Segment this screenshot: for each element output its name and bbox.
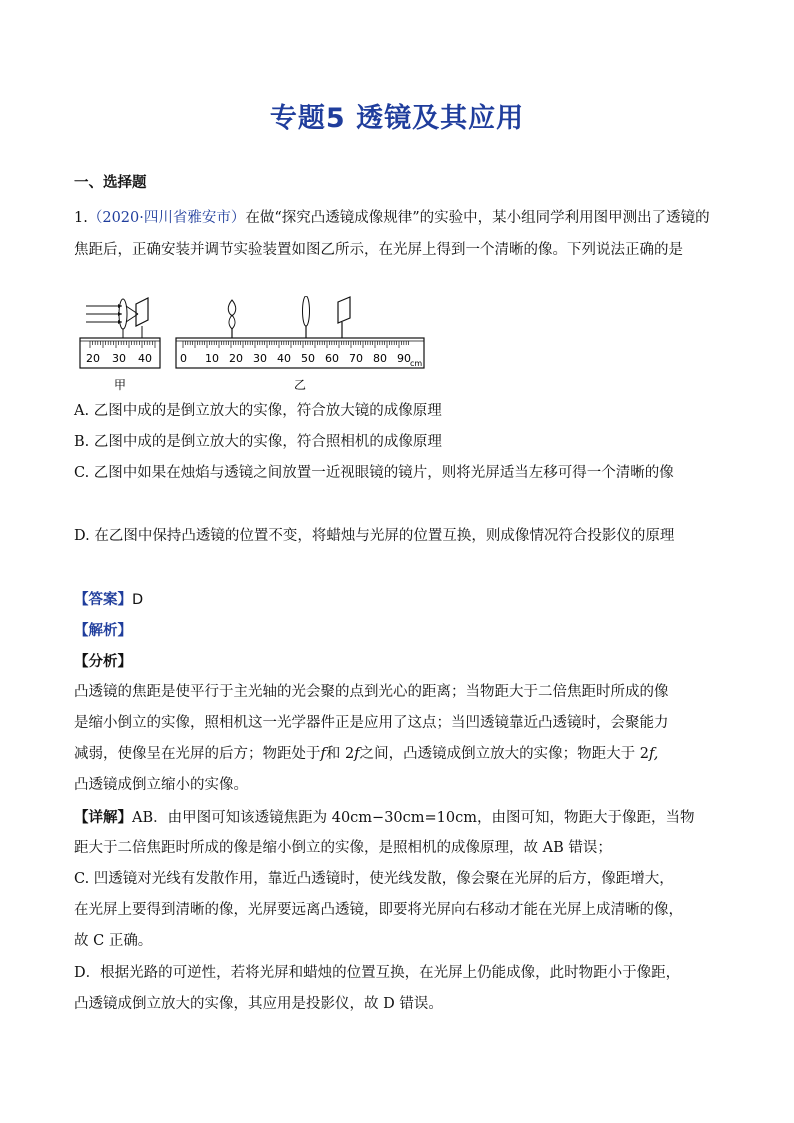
yi-tick-label: 20	[229, 352, 243, 365]
jia-tick-label: 20	[86, 352, 100, 365]
focal-symbol: f	[320, 746, 326, 762]
detail-line	[74, 802, 722, 835]
fenxi-line: 凸透镜的焦距是使平行于主光轴的光会聚的点到光心的距离；当物距大于二倍焦距时所成的像	[74, 684, 669, 700]
yi-tick-label: 0	[180, 352, 187, 365]
detail-tag: 【详解】	[74, 809, 132, 826]
jia-tick-label: 30	[112, 352, 126, 365]
answer-value: D	[132, 592, 144, 608]
yi-tick-label: 80	[373, 352, 387, 365]
yi-tick-label: 60	[325, 352, 339, 365]
detail-line: 距大于二倍焦距时所成的像是缩小倒立的实像，是照相机的成像原理，故 AB 错误；	[74, 840, 612, 856]
fenxi-line: 凸透镜成倒立缩小的实像。	[74, 777, 248, 793]
focal-symbol: f,	[648, 746, 659, 762]
fenxi-tag: 【分析】	[74, 653, 132, 670]
answer-tag: 【答案】	[74, 591, 132, 608]
option-a: A. 乙图中成的是倒立放大的实像，符合放大镜的成像原理	[74, 403, 442, 419]
detail-line: 故 C 正确。	[74, 933, 153, 949]
yi-unit-label: cm	[410, 359, 423, 368]
fenxi-line	[74, 739, 722, 771]
jia-ruler-ticks	[90, 341, 155, 348]
detail-line: 凸透镜成倒立放大的实像，其应用是投影仪，故 D 错误。	[74, 996, 443, 1012]
question-stem	[74, 203, 722, 266]
yi-tick-label: 10	[205, 352, 219, 365]
figure-jia	[80, 298, 160, 392]
answer-line	[74, 584, 722, 617]
option-c: C. 乙图中如果在烛焰与透镜之间放置一近视眼镜的镜片，则将光屏适当左移可得一个清晰的像	[74, 465, 674, 481]
detail-line: 在光屏上要得到清晰的像，光屏要远离凸透镜，即要将光屏向右移动才能在光屏上成清晰的像，	[74, 902, 683, 918]
yi-tick-label: 30	[253, 352, 267, 365]
yi-ruler-ticks	[183, 341, 409, 348]
jia-tick-label: 40	[138, 352, 152, 365]
fenxi-text: 和 2	[325, 746, 355, 762]
question-source: （2020·四川省雅安市）	[87, 210, 246, 226]
fenxi-text: 之间，凸透镜成倒立放大的实像；物距大于 2	[359, 746, 649, 762]
figure-label-yi: 乙	[294, 378, 307, 392]
detail-line: C. 凹透镜对光线有发散作用，靠近凸透镜时，使光线发散，像会聚在光屏的后方，像距增大，	[74, 871, 674, 887]
detail-line: D．根据光路的可逆性，若将光屏和蜡烛的位置互换，在光屏上仍能成像，此时物距小于像距，	[74, 965, 681, 981]
yi-tick-label: 50	[301, 352, 315, 365]
yi-tick-label: 70	[349, 352, 363, 365]
lens-experiment-figure	[76, 296, 436, 396]
option-b: B. 乙图中成的是倒立放大的实像，符合照相机的成像原理	[74, 434, 442, 450]
focal-symbol: f	[354, 746, 360, 762]
jiexi-tag: 【解析】	[74, 622, 132, 639]
option-d: D. 在乙图中保持凸透镜的位置不变，将蜡烛与光屏的位置互换，则成像情况符合投影仪的原理	[74, 528, 675, 544]
page-title: 专题5 透镜及其应用	[269, 103, 525, 134]
question-text: 在做“探究凸透镜成像规律”的实验中，某小组同学利用图甲测出了透镜的焦距后，正确安装并调节实验装置如图乙所示，在光屏上得到一个清晰的像。下列说法正确的是	[74, 210, 710, 258]
fenxi-line: 是缩小倒立的实像，照相机这一光学器件正是应用了这点；当凹透镜靠近凸透镜时，会聚能力	[74, 715, 669, 731]
question-number: 1.	[74, 210, 88, 226]
fenxi-text: 减弱，使像呈在光屏的后方；物距处于	[74, 746, 321, 762]
section-heading: 一、选择题	[74, 175, 147, 191]
yi-tick-label: 90	[397, 352, 411, 365]
detail-text: AB．由甲图可知该透镜焦距为 40cm−30cm=10cm，由图可知，物距大于像距，当物	[132, 810, 695, 826]
figure-yi	[176, 296, 424, 392]
figure-label-jia: 甲	[114, 378, 127, 392]
yi-tick-label: 40	[277, 352, 291, 365]
